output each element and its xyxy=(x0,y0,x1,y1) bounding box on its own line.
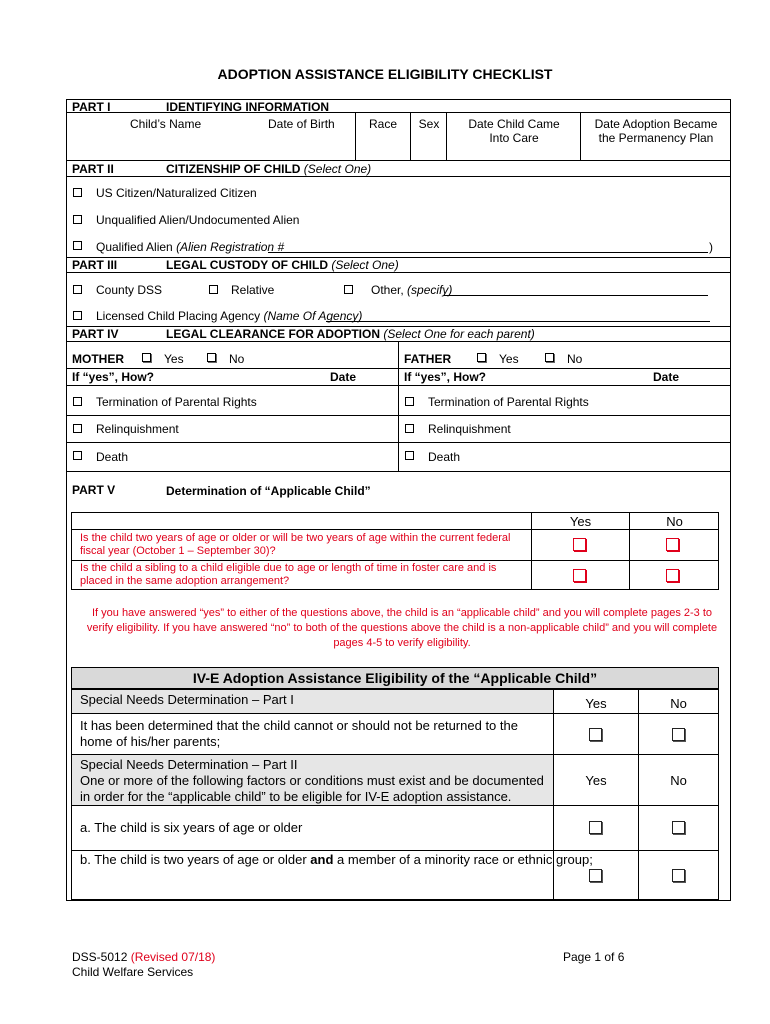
father-how-label: If “yes”, How? xyxy=(404,370,487,384)
part2-heading-line xyxy=(166,162,371,176)
mother-no-label: No xyxy=(229,352,245,366)
six-years-yes-checkbox[interactable] xyxy=(589,821,602,834)
part3-heading: LEGAL CUSTODY OF CHILD xyxy=(166,258,329,272)
mother-death-label: Death xyxy=(96,450,129,464)
divider xyxy=(553,805,554,851)
parent-column-divider xyxy=(398,341,399,471)
relative-label: Relative xyxy=(231,283,275,297)
ive-heading: IV-E Adoption Assistance Eligibility of the “Applicable Child” xyxy=(192,670,598,686)
minority-no-checkbox[interactable] xyxy=(672,869,685,882)
divider xyxy=(66,471,731,472)
divider xyxy=(580,112,581,160)
part5-yes-header: Yes xyxy=(569,514,592,529)
not-returned-text: It has been determined that the child cannot or should not be returned to the home of his/her parents; xyxy=(80,718,518,749)
part5-label: PART V xyxy=(72,483,116,497)
age-yes-checkbox[interactable] xyxy=(573,538,586,551)
divider xyxy=(446,112,447,160)
permanency-plan-header: Date Adoption Became the Permanency Plan xyxy=(594,117,718,145)
divider xyxy=(66,415,731,416)
part1-label: PART I xyxy=(72,100,111,114)
part3-label: PART III xyxy=(72,258,118,272)
mother-death-checkbox[interactable] xyxy=(73,451,82,460)
father-relinquishment-label: Relinquishment xyxy=(428,422,511,436)
alien-registration-label: (Alien Registration # xyxy=(176,240,285,254)
unqualified-alien-label: Unqualified Alien/Undocumented Alien xyxy=(96,213,300,227)
father-yes-checkbox[interactable] xyxy=(477,353,486,362)
us-citizen-label: US Citizen/Naturalized Citizen xyxy=(96,186,257,200)
mother-yes-label: Yes xyxy=(164,352,184,366)
other-custody-line xyxy=(371,283,452,297)
qualified-alien-label: Qualified Alien xyxy=(96,240,173,254)
licensed-agency-checkbox[interactable] xyxy=(73,311,82,320)
divider xyxy=(66,176,731,177)
father-tpr-checkbox[interactable] xyxy=(405,397,414,406)
father-relinquishment-checkbox[interactable] xyxy=(405,424,414,433)
minority-text-2: a member of a minority race or ethnic group; xyxy=(337,852,593,867)
mother-how-label: If “yes”, How? xyxy=(72,370,155,384)
qualified-alien-line xyxy=(96,240,284,254)
alien-registration-field[interactable] xyxy=(268,252,708,253)
divider xyxy=(71,560,719,561)
six-years-no-checkbox[interactable] xyxy=(672,821,685,834)
question-age: Is the child two years of age or older or will be two years of age within the current federal fiscal year (October 1 – September 30)? xyxy=(80,532,511,557)
part2-heading: CITIZENSHIP OF CHILD xyxy=(166,162,301,176)
father-death-label: Death xyxy=(428,450,461,464)
part4-heading: LEGAL CLEARANCE FOR ADOPTION xyxy=(166,327,381,341)
part3-heading-line xyxy=(166,258,399,272)
other-specify-field[interactable] xyxy=(444,295,708,296)
six-years-text: a. The child is six years of age or older xyxy=(80,820,303,835)
sn2-body: One or more of the following factors or conditions must exist and be documented in order for the “applicable child” to be eligible for IV-E adoption assistance. xyxy=(80,773,544,804)
sn1-title: Special Needs Determination – Part I xyxy=(80,692,294,707)
part3-select: (Select One) xyxy=(331,258,399,272)
sibling-no-checkbox[interactable] xyxy=(666,569,679,582)
divider xyxy=(66,160,731,161)
divider xyxy=(355,112,356,160)
mother-relinquishment-label: Relinquishment xyxy=(96,422,179,436)
question-sibling: Is the child a sibling to a child eligible due to age or length of time in foster care and is placed in the same adoption arrangement? xyxy=(80,562,497,587)
age-no-checkbox[interactable] xyxy=(666,538,679,551)
applicable-child-instructions: If you have answered “yes” to either of the questions above, the child is an “applicable child” and you will complete pages 2-3 to verify eligibility. If you have answered “no” to both of the questions above the child is a non-applicable child” and you will complete pages 4-5 to verify eligibility. xyxy=(86,607,718,649)
footer-form-line xyxy=(72,950,215,964)
form-revision: (Revised 07/18) xyxy=(130,950,216,964)
part2-select: (Select One) xyxy=(303,162,372,176)
part4-select: (Select One for each parent) xyxy=(383,327,535,341)
mother-relinquishment-checkbox[interactable] xyxy=(73,424,82,433)
divider xyxy=(638,713,639,755)
divider xyxy=(638,805,639,851)
minority-text-1: b. The child is two years of age or older xyxy=(80,852,307,867)
not-returned-no-checkbox[interactable] xyxy=(672,728,685,741)
father-no-checkbox[interactable] xyxy=(545,353,554,362)
minority-line xyxy=(80,852,593,868)
footer-division: Child Welfare Services xyxy=(72,965,194,979)
father-yes-label: Yes xyxy=(499,352,519,366)
part1-heading: IDENTIFYING INFORMATION xyxy=(166,100,330,114)
race-header: Race xyxy=(368,117,397,131)
sn2-title: Special Needs Determination – Part II xyxy=(80,757,298,772)
divider xyxy=(638,850,639,900)
agency-name-field[interactable] xyxy=(326,321,710,322)
part4-heading-line xyxy=(166,327,535,341)
specify-label: (specify) xyxy=(407,283,453,297)
date-came-into-care-header: Date Child Came Into Care xyxy=(468,117,560,145)
form-title: ADOPTION ASSISTANCE ELIGIBILITY CHECKLIST xyxy=(217,66,553,82)
sn2-yes-header: Yes xyxy=(585,773,607,788)
mother-date-label: Date xyxy=(330,370,357,384)
us-citizen-checkbox[interactable] xyxy=(73,188,82,197)
father-tpr-label: Termination of Parental Rights xyxy=(428,395,589,409)
divider xyxy=(66,272,731,273)
divider xyxy=(66,368,731,369)
page-number: Page 1 of 6 xyxy=(563,950,625,964)
father-no-label: No xyxy=(567,352,583,366)
form-number: DSS-5012 xyxy=(72,950,128,964)
minority-yes-checkbox[interactable] xyxy=(589,869,602,882)
licensed-agency-line xyxy=(96,309,362,323)
county-dss-checkbox[interactable] xyxy=(73,285,82,294)
divider xyxy=(66,442,731,443)
qualified-alien-checkbox[interactable] xyxy=(73,241,82,250)
mother-tpr-checkbox[interactable] xyxy=(73,397,82,406)
divider xyxy=(553,713,554,755)
sex-header: Sex xyxy=(418,117,440,131)
other-label: Other, xyxy=(371,283,404,297)
father-date-label: Date xyxy=(653,370,680,384)
agency-name-note: (Name Of Agency) xyxy=(263,309,363,323)
relative-checkbox[interactable] xyxy=(209,285,218,294)
part5-no-header: No xyxy=(666,514,683,529)
licensed-agency-label: Licensed Child Placing Agency xyxy=(96,309,261,323)
not-returned-yes-checkbox[interactable] xyxy=(589,728,602,741)
minority-text-and: and xyxy=(310,852,334,867)
other-custody-checkbox[interactable] xyxy=(344,285,353,294)
mother-no-checkbox[interactable] xyxy=(207,353,216,362)
father-label: FATHER xyxy=(404,352,452,366)
childs-name-header: Child’s Name xyxy=(130,117,202,131)
part2-label: PART II xyxy=(72,162,114,176)
county-dss-label: County DSS xyxy=(96,283,163,297)
sn1-no-header: No xyxy=(670,696,687,711)
part5-heading: Determination of “Applicable Child” xyxy=(166,484,371,498)
unqualified-alien-checkbox[interactable] xyxy=(73,215,82,224)
part4-label: PART IV xyxy=(72,327,119,341)
mother-label: MOTHER xyxy=(72,352,124,366)
divider xyxy=(66,385,731,386)
mother-yes-checkbox[interactable] xyxy=(142,353,151,362)
mother-tpr-label: Termination of Parental Rights xyxy=(96,395,257,409)
alien-registration-close: ) xyxy=(709,240,713,254)
sn2-no-header: No xyxy=(670,773,687,788)
sn1-yes-header: Yes xyxy=(585,696,607,711)
date-of-birth-header: Date of Birth xyxy=(268,117,335,131)
divider xyxy=(410,112,411,160)
father-death-checkbox[interactable] xyxy=(405,451,414,460)
sibling-yes-checkbox[interactable] xyxy=(573,569,586,582)
